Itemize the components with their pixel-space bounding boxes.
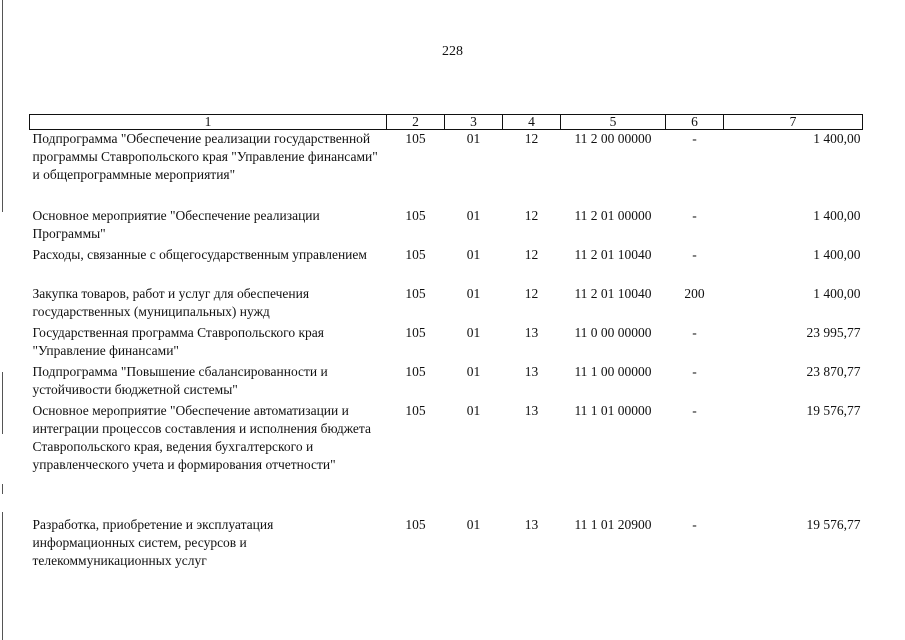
cell-code-2: 105 [405, 131, 426, 146]
cell-amount: 1 400,00 [813, 246, 861, 262]
cell-code-3: 01 [466, 363, 481, 379]
cell-code-6: - [692, 363, 697, 379]
scan-edge-line [2, 484, 3, 494]
cell-code-3: 01 [466, 402, 481, 418]
cell-code-2: 105 [405, 324, 426, 340]
cell-code-5: 11 0 00 00000 [574, 324, 652, 340]
cell-code-3: 01 [466, 285, 481, 301]
cell-amount: 1 400,00 [813, 207, 861, 223]
cell-code-5: 11 2 01 10040 [574, 285, 652, 301]
cell-code-6: - [692, 402, 697, 418]
column-header: 3 [445, 115, 503, 130]
cell-code-4: 13 [524, 324, 539, 340]
table-header-row [30, 115, 863, 130]
table-row [30, 363, 863, 402]
cell-code-5: 11 2 00 00000 [574, 131, 652, 146]
cell-amount: 23 870,77 [806, 363, 861, 379]
table-row [30, 130, 863, 207]
scan-edge-line [2, 372, 3, 434]
cell-code-6: - [692, 324, 697, 340]
column-header: 6 [666, 115, 724, 130]
cell-code-4: 12 [524, 285, 539, 301]
table-row [30, 516, 863, 576]
cell-amount: 19 576,77 [806, 402, 861, 418]
cell-code-6: 200 [684, 285, 705, 301]
cell-amount: 1 400,00 [813, 285, 861, 301]
row-name: Расходы, связанные с общегосударственным управлением [32, 246, 367, 262]
row-name: Подпрограмма "Обеспечение реализации государственной программы Ставропольского края "Управление финансами" и общепрограммные мероприятия" [32, 131, 378, 182]
cell-code-5: 11 2 01 00000 [574, 207, 652, 223]
cell-code-6: - [692, 246, 697, 262]
row-name: Основное мероприятие "Обеспечение реализации Программы" [32, 207, 320, 241]
cell-code-3: 01 [466, 324, 481, 340]
table-row [30, 285, 863, 324]
row-name: Государственная программа Ставропольского края "Управление финансами" [32, 324, 324, 358]
cell-code-6: - [692, 207, 697, 223]
scan-edge-line [2, 512, 3, 640]
cell-code-2: 105 [405, 285, 426, 301]
cell-code-4: 12 [524, 131, 539, 146]
cell-code-2: 105 [405, 402, 426, 418]
scan-edge-line [2, 0, 3, 212]
cell-code-3: 01 [466, 246, 481, 262]
cell-code-4: 13 [524, 402, 539, 418]
cell-code-4: 12 [524, 207, 539, 223]
budget-table [29, 114, 863, 576]
cell-amount: 19 576,77 [806, 516, 861, 532]
table-row [30, 246, 863, 285]
cell-code-5: 11 1 01 20900 [574, 516, 652, 532]
table-row [30, 324, 863, 363]
column-header: 5 [561, 115, 666, 130]
cell-code-3: 01 [466, 516, 481, 532]
cell-code-2: 105 [405, 516, 426, 532]
cell-code-5: 11 2 01 10040 [574, 246, 652, 262]
cell-amount: 23 995,77 [806, 324, 861, 340]
cell-code-6: - [692, 131, 697, 146]
cell-code-3: 01 [466, 207, 481, 223]
cell-code-4: 13 [524, 363, 539, 379]
column-header: 7 [724, 115, 863, 130]
cell-code-2: 105 [405, 363, 426, 379]
cell-code-3: 01 [466, 131, 481, 146]
column-header: 4 [503, 115, 561, 130]
cell-amount: 1 400,00 [813, 131, 861, 146]
cell-code-6: - [692, 516, 697, 532]
cell-code-2: 105 [405, 246, 426, 262]
cell-code-5: 11 1 01 00000 [574, 402, 652, 418]
row-name: Разработка, приобретение и эксплуатация информационных систем, ресурсов и телекоммуникационных услуг [32, 516, 274, 568]
column-header: 2 [387, 115, 445, 130]
cell-code-4: 13 [524, 516, 539, 532]
table-row [30, 402, 863, 516]
row-name: Основное мероприятие "Обеспечение автоматизации и интеграции процессов составления и исполнения бюджета Ставропольского края, ведения бухгалтерского и управленческого учета и формирования отчетности" [32, 402, 371, 472]
row-name: Подпрограмма "Повышение сбалансированности и устойчивости бюджетной системы" [32, 363, 328, 397]
table-row [30, 207, 863, 246]
row-name: Закупка товаров, работ и услуг для обеспечения государственных (муниципальных) нужд [32, 285, 310, 319]
column-header: 1 [30, 115, 387, 130]
page-number: 228 [442, 44, 463, 59]
cell-code-2: 105 [405, 207, 426, 223]
cell-code-5: 11 1 00 00000 [574, 363, 652, 379]
cell-code-4: 12 [524, 246, 539, 262]
